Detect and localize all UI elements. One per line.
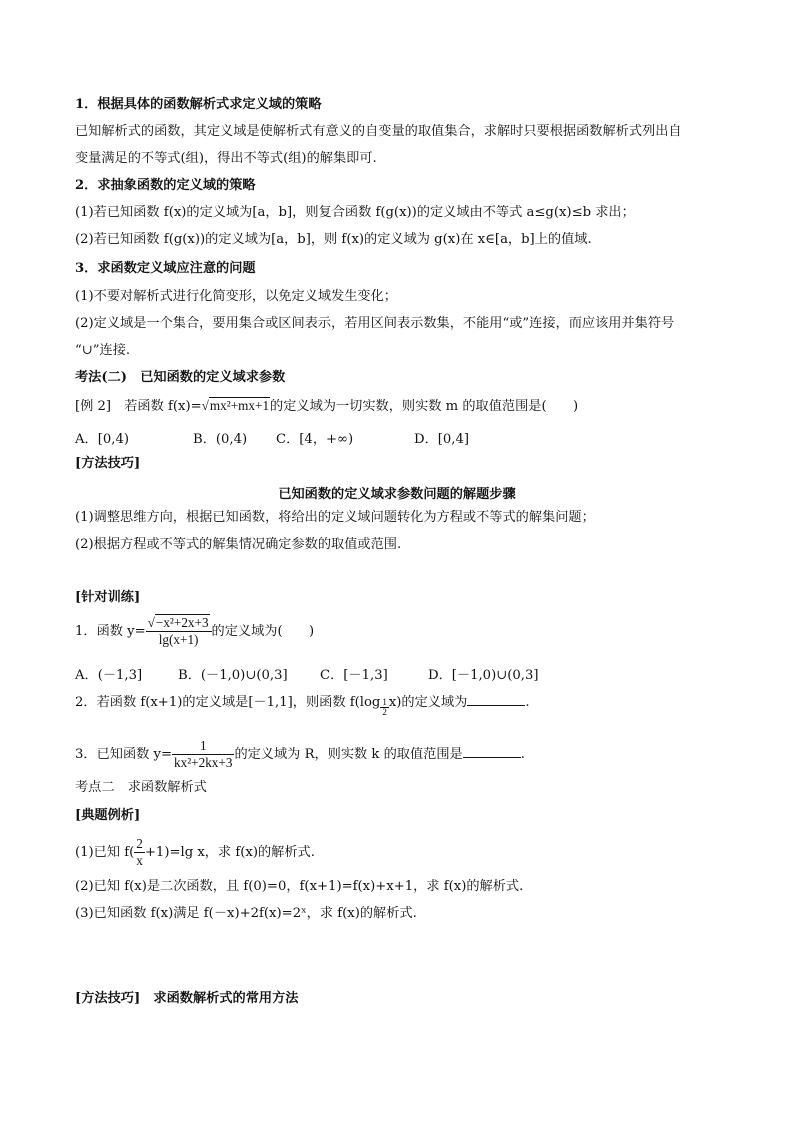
heading-domain-strategy: 1．根据具体的函数解析式求定义域的策略 xyxy=(75,97,322,112)
paragraph-line: 变量满足的不等式(组)，得出不等式(组)的解集即可. xyxy=(75,151,377,166)
method-title: 考法(二) 已知函数的定义域求参数 xyxy=(75,370,286,385)
q1-option-a: A．(－1,3] xyxy=(75,668,143,683)
sqrt-radicand: mx²+mx+1 xyxy=(209,398,270,413)
paragraph-line: (2)若已知函数 f(g(x))的定义域为[a，b]，则 f(x)的定义域为 g(x)在 x∈[a，b]上的值域. xyxy=(75,232,592,247)
q1-denominator: lg(x+1) xyxy=(146,631,212,648)
example-2-line: (2)已知 f(x)是二次函数，且 f(0)=0，f(x+1)=f(x)+x+1，求 f(x)的解析式. xyxy=(75,879,524,894)
q1-suffix: 的定义域为( ) xyxy=(211,624,315,639)
heading-abstract-domain: 2．求抽象函数的定义域的策略 xyxy=(75,178,256,193)
example-2 xyxy=(75,398,578,415)
log-base-fraction: $\frac{1}{2}$ xyxy=(382,697,387,717)
tip-line: (1)调整思维方向，根据已知函数，将给出的定义域问题转化为方程或不等式的解集问题； xyxy=(75,510,595,525)
q2-suffix: x)的定义域为 xyxy=(388,695,468,710)
practice-label: [针对训练] xyxy=(75,590,141,605)
paragraph-line: 已知解析式的函数，其定义域是使解析式有意义的自变量的取值集合，求解时只要根据函数解析式列出自 xyxy=(75,124,682,139)
practice-q3 xyxy=(75,738,525,771)
heading-domain-notes: 3．求函数定义域应注意的问题 xyxy=(75,261,256,276)
answer-blank[interactable] xyxy=(463,745,521,758)
example-label: [典题例析] xyxy=(75,808,141,823)
option-b: B．(0,4) xyxy=(193,432,248,447)
option-c: C．[4，+∞) xyxy=(276,432,354,447)
q1-numerator: −x²+2x+3 xyxy=(155,615,209,630)
q1-option-c: C．[－1,3] xyxy=(320,668,388,683)
paragraph-line: “∪”连接. xyxy=(75,343,131,358)
practice-q1 xyxy=(75,615,314,648)
example-3-line: (3)已知函数 f(x)满足 f(－x)+2f(x)=2ˣ，求 f(x)的解析式. xyxy=(75,906,417,921)
e1-suffix: +1)=lg x，求 f(x)的解析式. xyxy=(144,845,315,860)
q1-prefix: 1．函数 y= xyxy=(75,624,146,639)
paragraph-line: (2)定义域是一个集合，要用集合或区间表示，若用区间表示数集，不能用“或”连接，而应该用并集符号 xyxy=(75,316,675,331)
option-d: D．[0,4] xyxy=(414,432,470,447)
method-tip: [方法技巧] 求函数解析式的常用方法 xyxy=(75,991,299,1006)
period: . xyxy=(525,695,530,710)
q1-option-d: D．[－1,0)∪(0,3] xyxy=(428,668,539,683)
practice-q2 xyxy=(75,693,530,717)
q1-option-b: B．(－1,0)∪(0,3] xyxy=(178,668,288,683)
fraction xyxy=(134,836,145,869)
q3-suffix: 的定义域为 R，则实数 k 的取值范围是 xyxy=(234,747,463,762)
fraction xyxy=(146,615,212,648)
q2-prefix: 2．若函数 f(x+1)的定义域是[－1,1]，则函数 f(log xyxy=(75,695,381,710)
paragraph-line: (1)若已知函数 f(x)的定义域为[a，b]，则复合函数 f(g(x))的定义域由不等式 a≤g(x)≤b 求出； xyxy=(75,205,635,220)
tip-title: 已知函数的定义域求参数问题的解题步骤 xyxy=(278,487,516,502)
q3-numerator: 1 xyxy=(199,738,207,753)
q3-prefix: 3．已知函数 y= xyxy=(75,747,173,762)
e1-numerator: 2 xyxy=(136,836,143,851)
e1-denominator: x xyxy=(136,853,143,868)
tip-label: [方法技巧] xyxy=(75,456,141,471)
paragraph-line: (1)不要对解析式进行化简变形，以免定义域发生变化； xyxy=(75,289,397,304)
answer-blank[interactable] xyxy=(467,693,525,706)
example-suffix: 的定义域为一切实数，则实数 m 的取值范围是( ) xyxy=(270,399,579,414)
period: . xyxy=(520,747,525,762)
e1-prefix: (1)已知 f( xyxy=(75,845,135,860)
fraction xyxy=(172,738,234,771)
sqrt-sign: √ xyxy=(147,615,155,630)
q3-denominator: kx²+2kx+3 xyxy=(174,755,233,770)
example-prefix: [例 2] 若函数 f(x)= xyxy=(75,399,202,414)
option-a: A．[0,4) xyxy=(75,432,129,447)
tip-line: (2)根据方程或不等式的解集情况确定参数的取值或范围. xyxy=(75,537,402,552)
example-1 xyxy=(75,836,315,869)
sqrt-sign: √ xyxy=(201,398,209,413)
section-title: 考点二 求函数解析式 xyxy=(75,780,207,795)
